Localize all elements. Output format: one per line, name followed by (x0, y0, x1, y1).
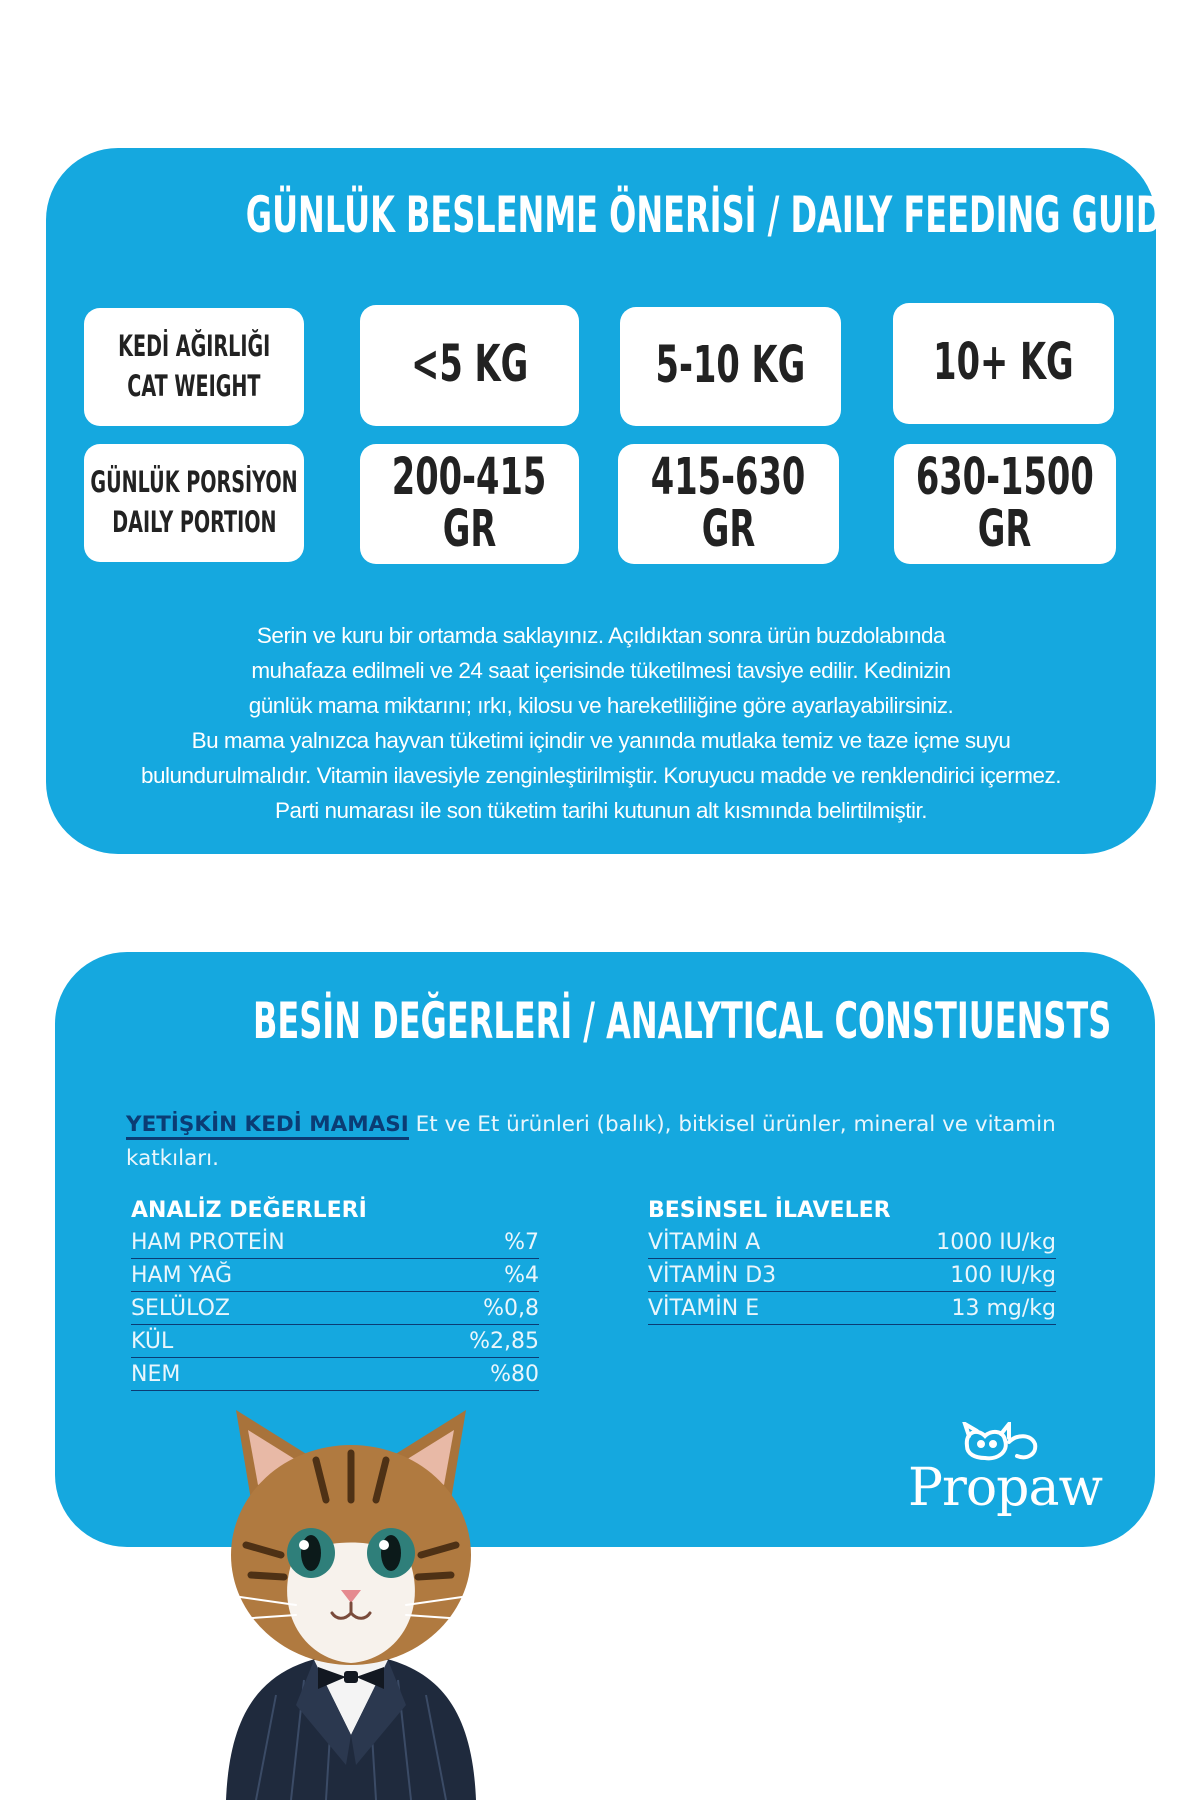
note-line: Parti numarası ile son tüketim tarihi kutunun alt kısmında belirtilmiştir. (274, 798, 928, 823)
kitten-in-suit-illustration (196, 1405, 506, 1800)
row-value: %0,8 (483, 1296, 539, 1321)
weight-card (893, 303, 1114, 424)
portion-range: 415-630 (651, 447, 806, 507)
table-row (648, 1292, 1056, 1325)
weight-value: 5-10 KG (655, 336, 806, 396)
cat-weight-label-tr: KEDİ AĞIRLIĞI (117, 329, 271, 364)
portion-unit: GR (442, 500, 497, 559)
weight-card (360, 305, 579, 426)
weight-value: <5 KG (410, 335, 529, 395)
product-description (126, 1108, 1115, 1176)
product-type-label: YETİŞKİN KEDİ MAMASI (126, 1112, 409, 1140)
row-name: VİTAMİN A (648, 1230, 761, 1255)
table-row (648, 1259, 1056, 1292)
row-name: KÜL (131, 1329, 174, 1354)
row-name: VİTAMİN D3 (648, 1263, 777, 1288)
nutrition-title: BESİN DEĞERLERİ / ANALYTICAL CONSTIUENSTS (253, 992, 1112, 1050)
table-row (131, 1259, 539, 1292)
supplements-table (648, 1196, 1056, 1325)
note-line: bulundurulmalıdır. Vitamin ilavesiyle zenginleştirilmiştir. Koruyucu madde ve renklendirici içermez. (141, 763, 1061, 788)
weight-value: 10+ KG (933, 333, 1074, 393)
supplements-heading: BESİNSEL İLAVELER (648, 1198, 891, 1223)
feeding-guide-title: GÜNLÜK BESLENME ÖNERİSİ / DAILY FEEDING GUIDE (245, 186, 1185, 244)
daily-portion-label-en: DAILY PORTION (111, 505, 277, 539)
table-row (648, 1226, 1056, 1259)
portion-unit: GR (978, 500, 1032, 559)
feeding-guide-panel (46, 148, 1185, 854)
brand-name: Propaw (908, 1458, 1102, 1518)
portion-card (618, 444, 839, 564)
portion-card (894, 444, 1116, 564)
row-value: %7 (504, 1230, 539, 1255)
table-row (131, 1358, 539, 1391)
analysis-table (131, 1196, 539, 1391)
note-line: Serin ve kuru bir ortamda saklayınız. Açıldıktan sonra ürün buzdolabında (256, 623, 946, 648)
portion-card (360, 444, 579, 564)
row-value: 100 IU/kg (950, 1263, 1056, 1288)
note-line: günlük mama miktarını; ırkı, kilosu ve hareketliliğine göre ayarlayabilirsiniz. (248, 693, 954, 718)
row-name: VİTAMİN E (648, 1296, 760, 1321)
table-row (131, 1325, 539, 1358)
storage-notes (66, 618, 1136, 828)
row-name: NEM (131, 1362, 181, 1387)
row-name: SELÜLOZ (131, 1296, 230, 1321)
row-value: %2,85 (469, 1329, 539, 1354)
cat-weight-label-card (84, 308, 304, 426)
row-value: %80 (490, 1362, 539, 1387)
analysis-heading: ANALİZ DEĞERLERİ (131, 1198, 367, 1223)
ingredients-text: Et ve Et ürünleri (balık), bitkisel ürünler, mineral ve vitamin katkıları. (126, 1112, 1056, 1171)
portion-unit: GR (701, 500, 756, 559)
portion-range: 200-415 (392, 447, 547, 507)
table-row (131, 1226, 539, 1259)
row-value: 1000 IU/kg (936, 1230, 1056, 1255)
cat-weight-label-en: CAT WEIGHT (127, 369, 261, 403)
brand-logo (905, 1422, 1105, 1532)
note-line: muhafaza edilmeli ve 24 saat içerisinde tüketilmesi tavsiye edilir. Kedinizin (251, 658, 951, 683)
daily-portion-label-card (84, 444, 304, 562)
table-row (131, 1292, 539, 1325)
row-value: 13 mg/kg (951, 1296, 1056, 1321)
note-line: Bu mama yalnızca hayvan tüketimi içindir ve yanında mutlaka temiz ve taze içme suyu (191, 728, 1011, 753)
weight-card (620, 307, 841, 426)
row-value: %4 (504, 1263, 539, 1288)
row-name: HAM PROTEİN (131, 1230, 285, 1255)
row-name: HAM YAĞ (131, 1263, 233, 1288)
daily-portion-label-tr: GÜNLÜK PORSİYON (90, 465, 298, 500)
portion-range: 630-1500 (916, 447, 1094, 507)
